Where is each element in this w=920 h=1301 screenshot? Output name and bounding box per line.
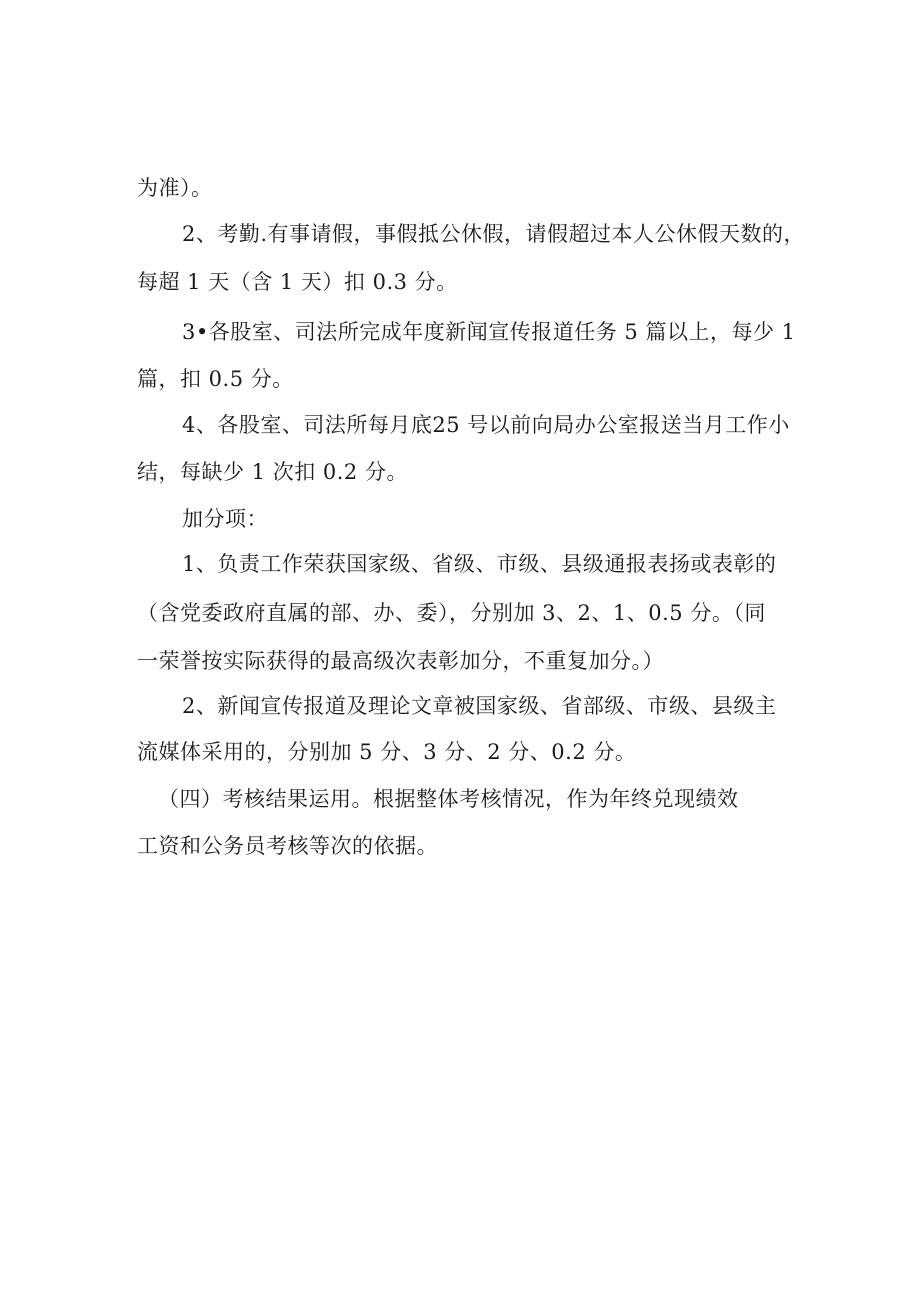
paragraph-line: 流媒体采用的，分别加 5 分、3 分、2 分、0.2 分。 (137, 740, 637, 764)
paragraph-line: 每超 1 天（含 1 天）扣 0.3 分。 (137, 270, 458, 294)
paragraph-line: 工资和公务员考核等次的依据。 (137, 834, 438, 858)
paragraph-line: 2、考勤.有事请假，事假抵公休假，请假超过本人公休假天数的， (182, 222, 806, 246)
paragraph-line: 为准）。 (137, 176, 213, 200)
section-heading: 加分项： (182, 507, 268, 531)
paragraph-line: （含党委政府直属的部、办、委），分别加 3、2、1、0.5 分。（同 (137, 601, 766, 625)
paragraph-line: 2、新闻宣传报道及理论文章被国家级、省部级、市级、县级主 (182, 694, 777, 718)
paragraph-line: 1、负责工作荣获国家级、省级、市级、县级通报表扬或表彰的 (182, 552, 777, 576)
paragraph-line: 4、各股室、司法所每月底25 号以前向局办公室报送当月工作小 (182, 413, 790, 437)
paragraph-line: 结，每缺少 1 次扣 0.2 分。 (137, 460, 408, 484)
paragraph-line: 一荣誉按实际获得的最高级次表彰加分，不重复加分。） (137, 649, 664, 673)
paragraph-line: 篇，扣 0.5 分。 (137, 367, 294, 391)
paragraph-line: （四）考核结果运用。根据整体考核情况，作为年终兑现绩效 (158, 787, 739, 811)
paragraph-line: 3•各股室、司法所完成年度新闻宣传报道任务 5 篇以上，每少 1 (182, 320, 796, 344)
